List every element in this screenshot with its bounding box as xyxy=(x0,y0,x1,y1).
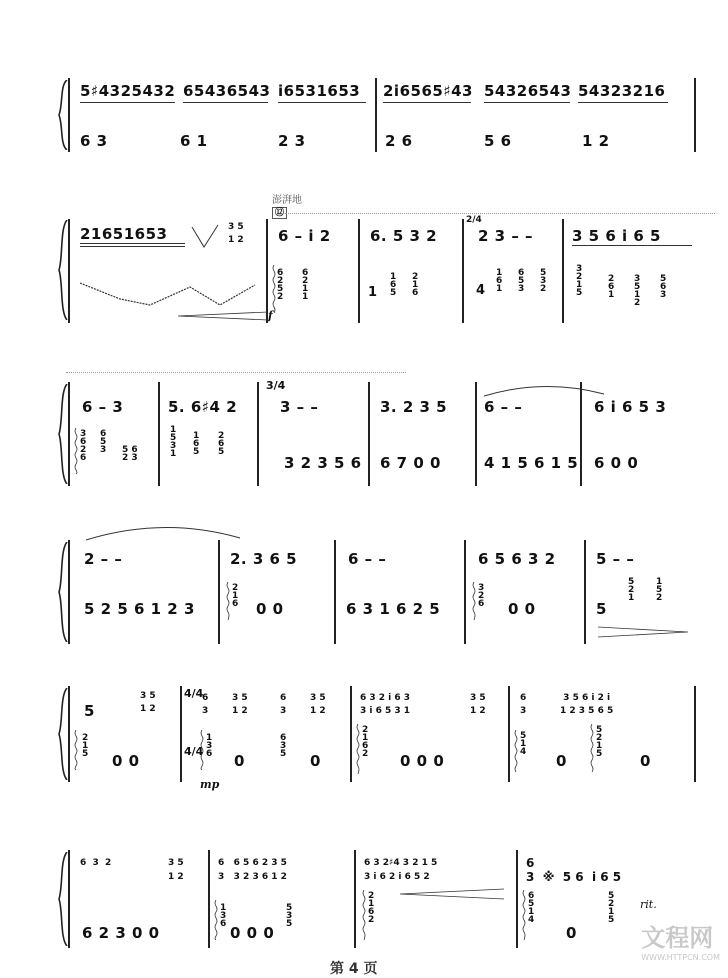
chord-stack: 3 5 1 2 xyxy=(634,274,641,308)
system-barline xyxy=(68,382,70,486)
arpeggio-roll xyxy=(514,730,518,772)
watermark-url: WWW.HTTPCN.COM xyxy=(641,953,720,962)
barline xyxy=(475,382,477,486)
barline xyxy=(334,540,336,644)
dynamic-marking: mp xyxy=(200,778,220,791)
lower-note-group: 0 0 0 xyxy=(400,752,445,770)
page-number: 第 4 页 xyxy=(330,961,378,977)
upper-note-group: 2. 3 6 5 xyxy=(230,550,298,568)
lower-note-group: 0 xyxy=(566,924,577,942)
system-barline xyxy=(68,219,70,323)
lower-note-group: 6 1 xyxy=(180,132,208,150)
barline xyxy=(464,540,466,644)
system-barline xyxy=(68,78,70,152)
chord-stack: 6 3 xyxy=(202,693,209,716)
chord-stack: 1 6 5 xyxy=(390,272,397,298)
chord-stack: 3 5 1 2 xyxy=(168,858,184,882)
chord-stack: 2 6 5 xyxy=(218,431,225,457)
lower-note-group: 0 0 xyxy=(256,600,284,618)
barline xyxy=(562,219,564,323)
brace xyxy=(58,384,68,484)
upper-note-group: 2i6565♯43 xyxy=(383,82,473,100)
system-2 xyxy=(0,185,728,330)
chord-stack: 4 xyxy=(476,283,486,298)
lower-note-group: 2 6 xyxy=(385,132,413,150)
arpeggio-roll xyxy=(362,890,366,940)
arpeggio-roll xyxy=(522,890,526,940)
system-4 xyxy=(0,520,728,640)
chord-stack: 1 5 3 1 xyxy=(170,425,177,459)
lower-note-group: 5 xyxy=(596,600,607,618)
barline xyxy=(375,78,377,152)
lower-note-group: 0 0 xyxy=(112,752,140,770)
chord-stack: 5 6 3 xyxy=(660,274,667,300)
chord-stack: 3 2 6 xyxy=(478,583,485,609)
beam xyxy=(80,246,185,247)
chord-stack: 5 2 1 5 xyxy=(608,891,615,925)
upper-note-group: 54323216 xyxy=(578,82,666,100)
slur xyxy=(480,382,610,398)
barline xyxy=(208,850,210,948)
watermark xyxy=(641,918,720,962)
barline xyxy=(694,78,696,152)
lower-note-group: 0 xyxy=(556,752,567,770)
beam xyxy=(484,102,570,103)
upper-note-group: 5. 6♯4 2 xyxy=(168,398,238,416)
barline xyxy=(368,382,370,486)
beam xyxy=(80,243,185,244)
lower-note-group: 0 xyxy=(310,752,321,770)
chord-stack: 5 3 2 xyxy=(540,268,547,294)
lower-note-group: 5 2 5 6 1 2 3 xyxy=(84,600,195,618)
expression-heading: 澎湃地 xyxy=(272,195,302,206)
beam xyxy=(578,102,668,103)
arpeggio-roll xyxy=(74,730,78,770)
lower-note-group: 1 2 xyxy=(582,132,610,150)
lower-note-group: 3 2 3 5 6 xyxy=(284,454,362,472)
chord-stack: 6 5 1 4 xyxy=(528,891,535,925)
chord-stack: 6 3 xyxy=(280,693,287,716)
chord-stack: 5 2 1 5 xyxy=(596,725,603,759)
lower-note-group: 4 1 5 6 1 5 xyxy=(484,454,579,472)
chord-stack: 5 3 5 xyxy=(286,903,293,929)
chord-stack: 6 2 1 1 xyxy=(302,268,309,302)
chord-stack: 6 3 2 i 6 3 3 i 6 5 3 1 xyxy=(360,693,411,716)
upper-note-group: 54326543 xyxy=(484,82,572,100)
lower-note-group: 2 3 xyxy=(278,132,306,150)
chord-stack: 3 2 1 5 xyxy=(576,264,583,298)
lower-note-group: 5 6 xyxy=(484,132,512,150)
barline xyxy=(508,686,510,782)
upper-note-group: 5♯4325432 xyxy=(80,82,176,100)
chord-stack: 2 1 6 2 xyxy=(362,725,369,759)
system-1 xyxy=(0,60,728,160)
lower-note-group: 6 3 xyxy=(80,132,108,150)
lower-note-group: 0 xyxy=(640,752,651,770)
beam xyxy=(572,245,692,246)
arpeggio-roll xyxy=(226,582,230,620)
upper-note-group: 65436543 xyxy=(183,82,271,100)
barline xyxy=(354,850,356,948)
chord-stack: 3 5 1 2 xyxy=(140,691,156,714)
system-6 xyxy=(0,840,728,960)
arpeggio-roll xyxy=(590,724,594,772)
brace xyxy=(58,220,68,320)
crescendo-hairpin xyxy=(400,888,504,900)
barline xyxy=(462,219,464,323)
upper-note-group: 2 3 – – xyxy=(478,227,534,245)
upper-note-group: 6. 5 3 2 xyxy=(370,227,438,245)
chord-stack: 2 1 5 xyxy=(82,733,89,759)
brace xyxy=(58,542,68,642)
system-5 xyxy=(0,672,728,792)
chord-stack: 1 5 2 xyxy=(656,577,663,603)
arpeggio-roll xyxy=(472,582,476,620)
lower-note-group: 6 3 1 6 2 5 xyxy=(346,600,441,618)
lower-note-group: 0 0 0 xyxy=(230,924,275,942)
chord-stack: 6 3 2♯4 3 2 1 5 3 i 6 2 i 6 5 2 xyxy=(364,858,438,882)
upper-note-group: 3. 2 3 5 xyxy=(380,398,448,416)
upper-note-group: 6 – 3 xyxy=(82,398,124,416)
chord-stack: 2 6 1 xyxy=(608,274,615,300)
brace xyxy=(58,688,68,780)
chord-stack: 3 6 2 6 xyxy=(80,429,87,463)
section-line xyxy=(285,213,715,214)
chord-stack: 5 2 1 xyxy=(628,577,635,603)
chord-stack: 1 3 6 xyxy=(206,733,213,759)
beam xyxy=(278,102,366,103)
chord-stack: 3 5 1 2 xyxy=(228,222,244,245)
chord-stack: 2 1 6 xyxy=(232,583,239,609)
chord-stack: 5 6 2 3 xyxy=(122,445,138,463)
beam xyxy=(183,102,268,103)
upper-note-group: 21651653 xyxy=(80,225,168,243)
time-signature: 4/4 xyxy=(184,745,204,758)
decrescendo-hairpin xyxy=(598,626,688,638)
section-line xyxy=(66,372,406,373)
barline xyxy=(694,686,696,782)
time-signature: 3/4 xyxy=(266,379,286,392)
upper-note-group: 6 5 6 3 2 xyxy=(478,550,556,568)
brace xyxy=(58,852,68,946)
chord-stack: 3 5 1 2 xyxy=(310,693,326,716)
chord-stack: 3 5 1 2 xyxy=(232,693,248,716)
time-signature: 2/4 xyxy=(466,215,482,225)
chord-stack: 6 3 2 xyxy=(80,858,112,868)
barline xyxy=(180,686,182,782)
system-barline xyxy=(68,686,70,782)
chord-stack: 3 5 1 2 xyxy=(470,693,486,716)
upper-note-group: i6531653 xyxy=(278,82,361,100)
chord-stack: 1 3 6 xyxy=(220,903,227,929)
lower-note-group: 6 0 0 xyxy=(594,454,639,472)
arpeggio-roll xyxy=(200,730,204,770)
lower-note-group: 6 7 0 0 xyxy=(380,454,441,472)
chord-stack: 6 3 5 xyxy=(280,733,287,759)
beam xyxy=(383,102,471,103)
chord-stack: 5 1 4 xyxy=(520,731,527,757)
upper-note-group: 3 – – xyxy=(280,398,319,416)
system-barline xyxy=(68,540,70,644)
upper-note-group: 6 – – xyxy=(348,550,387,568)
dynamic-marking: f xyxy=(268,309,273,322)
upper-note-group: 5 – – xyxy=(596,550,635,568)
barline xyxy=(350,686,352,782)
slur xyxy=(84,522,244,542)
chord-stack: 1 6 1 xyxy=(496,268,503,294)
system-3 xyxy=(0,370,728,490)
upper-note-group: 3 5 6 i 6 5 xyxy=(572,227,661,245)
arpeggio-roll xyxy=(272,265,276,313)
barline xyxy=(158,382,160,486)
barline xyxy=(257,382,259,486)
tempo-marking: rit. xyxy=(640,898,657,911)
crescendo-hairpin xyxy=(178,311,268,321)
chord-stack: 1 6 5 xyxy=(193,431,200,457)
lower-note-group: 6 2 3 0 0 xyxy=(82,924,160,942)
upper-note-group: 5 xyxy=(84,702,95,720)
chord-stack: 6 3 ※ 5 6 i 6 5 xyxy=(526,856,622,884)
barline xyxy=(218,540,220,644)
barline xyxy=(358,219,360,323)
chord-stack: 6 6 5 6 2 3 5 3 3 2 3 6 1 2 xyxy=(218,858,287,882)
brace xyxy=(58,80,68,150)
upper-note-group: 6 – – xyxy=(484,398,523,416)
chord-stack: 2 1 6 xyxy=(412,272,419,298)
arpeggio-roll xyxy=(214,900,218,940)
rehearsal-mark: ⑫ xyxy=(272,207,287,219)
system-barline xyxy=(68,850,70,948)
chord-stack: 3 5 6 i 2 i 1 2 3 5 6 5 xyxy=(560,693,614,716)
chord-stack: 6 5 3 xyxy=(100,429,107,455)
chord-stack: 6 5 3 xyxy=(518,268,525,294)
barline xyxy=(516,850,518,948)
chord-stack: 6 2 5 2 xyxy=(277,268,284,302)
upper-note-group: 6 – i 2 xyxy=(278,227,331,245)
lower-note-group: 0 xyxy=(234,752,245,770)
lower-note-group: 0 0 xyxy=(508,600,536,618)
time-signature: 4/4 xyxy=(184,687,204,700)
glissando-lines xyxy=(190,223,230,253)
watermark-text: 文程网 xyxy=(641,924,714,952)
beam xyxy=(80,102,175,103)
arpeggio-roll xyxy=(356,724,360,774)
chord-stack: 2 1 6 2 xyxy=(368,891,375,925)
barline xyxy=(584,540,586,644)
upper-note-group: 2 – – xyxy=(84,550,123,568)
arpeggio-roll xyxy=(74,428,78,474)
upper-note-group: 6 i 6 5 3 xyxy=(594,398,667,416)
chord-stack: 1 xyxy=(368,285,378,300)
chord-stack: 6 3 xyxy=(520,693,527,716)
